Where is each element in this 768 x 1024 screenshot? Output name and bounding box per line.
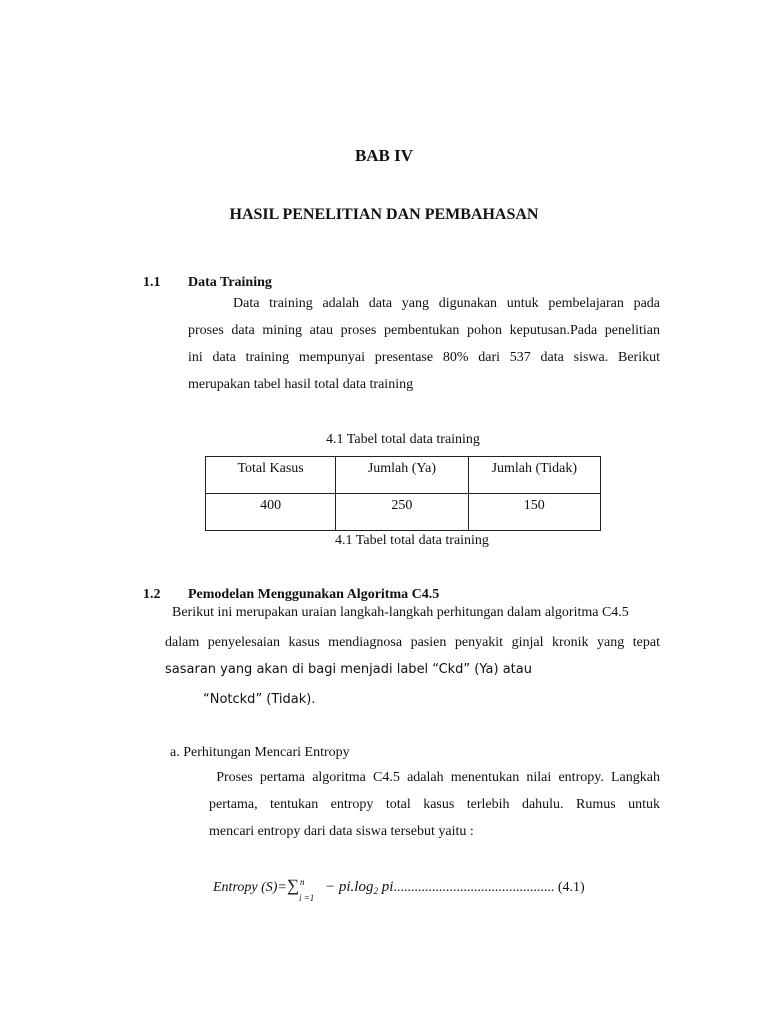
log-base: 2 xyxy=(373,886,378,896)
table-caption-top: 4.1 Tabel total data training xyxy=(326,432,480,447)
sigma-upper: n xyxy=(299,877,305,887)
formula-dots: .............................................. xyxy=(393,880,555,895)
chapter-title: HASIL PENELITIAN DAN PEMBAHASAN xyxy=(229,206,539,223)
table-header-cell: Jumlah (Tidak) xyxy=(468,457,600,494)
paragraph-line: proses data mining atau proses pembentukan pohon keputusan.Pada penelitian xyxy=(188,323,660,338)
section-1-2-title: Pemodelan Menggunakan Algoritma C4.5 xyxy=(188,587,440,602)
section-1-2-number: 1.2 xyxy=(143,587,161,602)
table-caption-bottom: 4.1 Tabel total data training xyxy=(335,533,489,548)
chapter-label: BAB IV xyxy=(354,146,414,165)
paragraph-line: mencari entropy dari data siswa tersebut yaitu : xyxy=(209,824,474,839)
section-1-2-line-3: sasaran yang akan di bagi menjadi label “Ckd” (Ya) atau xyxy=(165,662,532,677)
section-1-2-line-1: Berikut ini merupakan uraian langkah-langkah perhitungan dalam algoritma C4.5 xyxy=(172,605,629,620)
paragraph-line: pertama, tentukan entropy total kasus terlebih dahulu. Rumus untuk xyxy=(209,797,660,812)
table-cell: 150 xyxy=(468,494,600,531)
table-header-row xyxy=(206,457,601,494)
paragraph-line: Proses pertama algoritma C4.5 adalah menentukan nilai entropy. Langkah xyxy=(209,770,660,785)
paragraph-line: ini data training mempunyai presentase 80% dari 537 data siswa. Berikut xyxy=(188,350,660,365)
formula-term: − pi.log xyxy=(324,879,374,895)
table-header-cell: Total Kasus xyxy=(206,457,336,494)
section-1-2-line-4: “Notckd” (Tidak). xyxy=(203,692,316,707)
sigma-symbol: ∑ xyxy=(286,876,299,895)
section-1-1-title: Data Training xyxy=(188,275,272,290)
formula-label: Entropy (S)= xyxy=(213,880,287,895)
formula-term-2: pi xyxy=(377,879,394,895)
table-row xyxy=(206,494,601,531)
table-header-cell: Jumlah (Ya) xyxy=(336,457,468,494)
paragraph-line: Data training adalah data yang digunakan untuk pembelajaran pada xyxy=(233,296,660,311)
subsection-a-title: a. Perhitungan Mencari Entropy xyxy=(170,745,350,760)
formula-number: (4.1) xyxy=(554,880,585,895)
subsection-a-paragraph xyxy=(209,764,660,845)
table-cell: 250 xyxy=(336,494,468,531)
entropy-formula xyxy=(213,876,585,903)
paragraph-line: merupakan tabel hasil total data training xyxy=(188,377,414,392)
table-cell: 400 xyxy=(206,494,336,531)
section-1-1-number: 1.1 xyxy=(143,275,161,290)
sigma-lower: i =1 xyxy=(298,893,315,903)
section-1-1-paragraph xyxy=(188,290,660,398)
section-1-2-line-2: dalam penyelesaian kasus mendiagnosa pasien penyakit ginjal kronik yang tepat xyxy=(165,635,660,650)
data-training-table xyxy=(205,456,601,531)
